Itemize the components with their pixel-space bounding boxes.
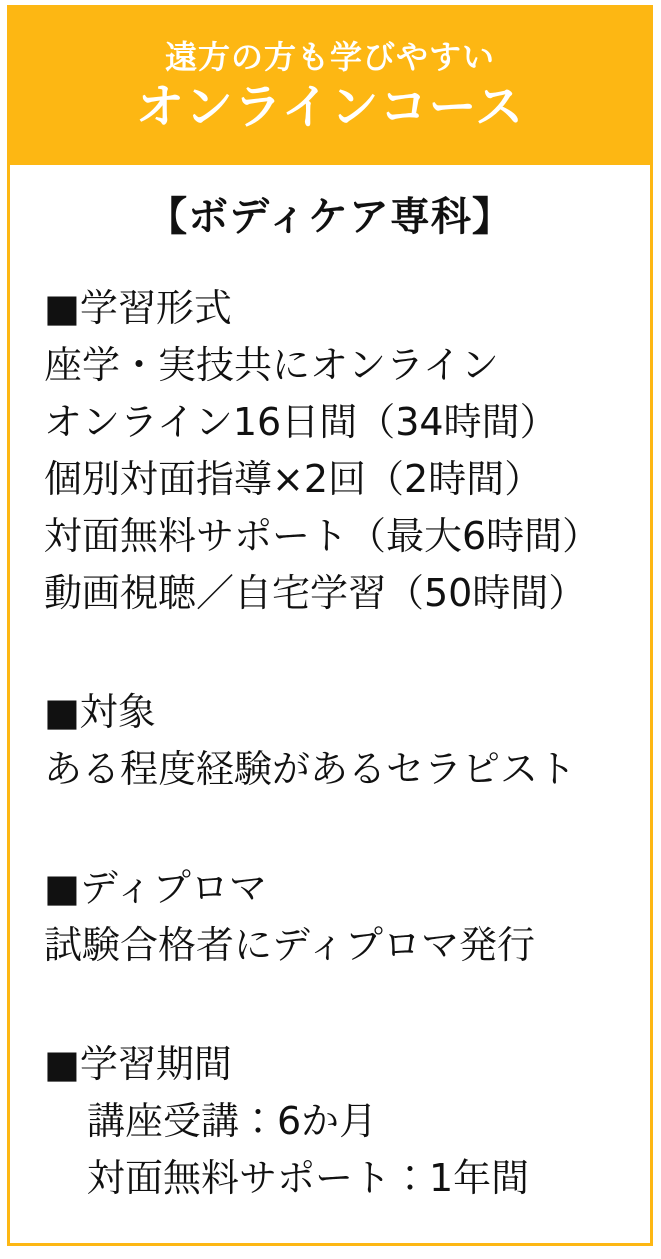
section-line: 対面無料サポート：1年間 [87,1156,530,1200]
section-line: 座学・実技共にオンライン [44,343,499,387]
section-diploma [44,860,632,974]
section-line: 試験合格者にディプロマ発行 [44,923,535,967]
section-learning-format [44,280,632,622]
section-heading: ■学習期間 [44,1042,232,1086]
section-target-audience [44,684,632,798]
section-learning-period [44,1036,632,1207]
section-line: オンライン16日間（34時間） [44,400,558,444]
section-line: 対面無料サポート（最大6時間） [44,514,601,558]
course-details-card [7,165,653,1246]
header-banner [7,5,653,165]
section-heading: ■ディプロマ [44,866,267,910]
section-line: 個別対面指導×2回（2時間） [44,457,543,501]
header-title: オンラインコース [135,79,525,135]
course-name-title: 【ボディケア専科】 [147,194,513,240]
card-content [10,280,650,1207]
section-line: 講座受講：6か月 [87,1099,378,1143]
section-heading: ■学習形式 [44,286,232,330]
section-heading: ■対象 [44,690,156,734]
header-subtitle: 遠方の方も学びやすい [164,38,495,76]
section-line: ある程度経験があるセラピスト [44,747,577,791]
section-line: 動画視聴／自宅学習（50時間） [44,571,587,615]
